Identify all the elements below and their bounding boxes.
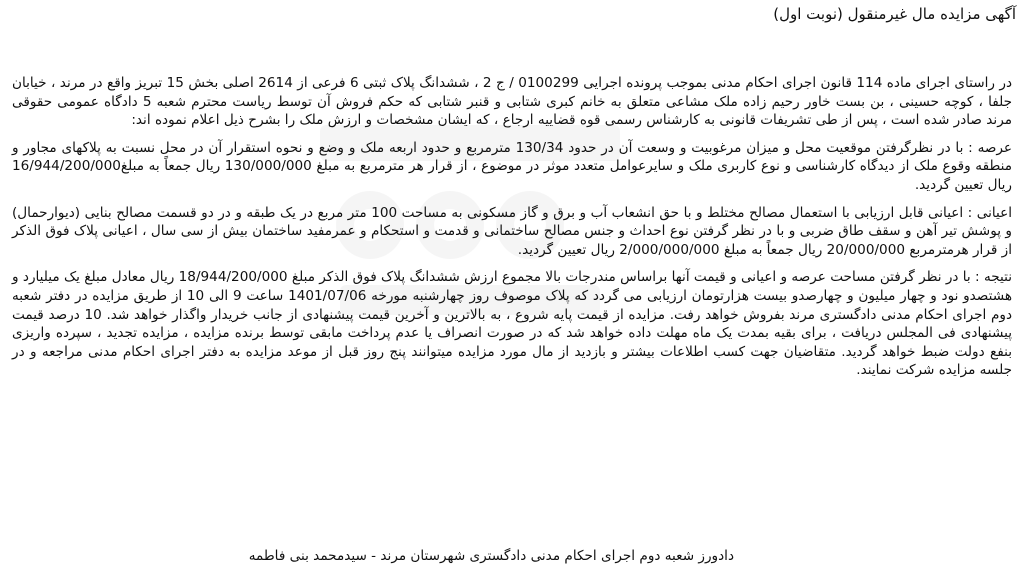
- result-paragraph: نتیجه : با در نظر گرفتن مساحت عرصه و اعیانی و قیمت آنها براساس مندرجات بالا مجموع ارزش ششدانگ پلاک فوق الذکر مبلغ 18/944/200/000 ریال معادل مبلغ یک میلیارد و هشتصدو نود و چهار میلیون و چهارصدو بیست هزارتومان ارزیابی می گردد که پلاک موصوف روز چهارشنبه مورخه 1401/07/06 ساعت 9 الی 10 از طریق مزایده در دفتر شعبه دوم اجرای احکام مدنی دادگستری مرند بفروش خواهد رفت. مزایده از قیمت پایه شروع ، به بالاترین و آخرین قیمت پیشنهادی از جانب خریدار واگذار خواهد شد. 10 درصد قیمت پیشنهادی فی المجلس دریافت ، برای بقیه بمدت یک ماه مهلت داده خواهد شد که در صورت انصراف یا عدم پرداخت مابقی توسط برنده مزایده ، مزایده تجدید ، سپرده واریزی بنفع دولت ضبط خواهد گردید. متقاضیان جهت کسب اطلاعات بیشتر و بازدید از مال مورد مزایده میتوانند پنج روز قبل از موعد مزایده به دفتر اجرای احکام مدنی مراجعه و در جلسه مزایده شرکت نمایند.: [12, 269, 1012, 379]
- notice-title: آگهی مزایده مال غیرمنقول (نوبت اول): [773, 5, 1016, 23]
- ayani-paragraph: اعیانی : اعیانی قابل ارزیابی با استعمال مصالح مختلط و با حق انشعاب آب و برق و گاز مسکونی به مساحت 100 متر مربع در یک طبقه و در دو قسمت مصالح بنایی (دیوارحمال) و پوشش تیر آهن و سقف طاق ضربی و با در نظر گرفتن نوع احداث و جنس مصالح ساختمانی و قدمت و استحکام و عمرمفید ساختمان بیش از سی سال ، اعیانی پلاک فوق الذکر از قرار هرمترمربع 20/000/000 ریال جمعاً به مبلغ 2/000/000/000 ریال تعیین گردید.: [12, 204, 1012, 258]
- intro-paragraph: در راستای اجرای ماده 114 قانون اجرای احکام مدنی بموجب پرونده اجرایی 0100299 / ج 2 ، ششدانگ پلاک ثبتی 6 فرعی از 2614 اصلی بخش 15 تبریز واقع در مرند ، خیابان جلفا ، کوچه حسینی ، بن بست خاور رحیم زاده ملک مشاعی متعلق به خانم کبری شتابی و قنبر شتابی که حکم فروش آن توسط ریاست محترم شعبه 5 دادگاه عمومی حقوقی مرند صادر شده است ، پس از طی تشریفات قانونی به کارشناس رسمی قوه قضاییه ارجاع ، که ایشان مشخصات و ارزش ملک را بشرح ذیل اعلام نموده اند:: [12, 75, 1012, 129]
- notice-body: [12, 74, 1012, 389]
- signature-line: دادورز شعبه دوم اجرای احکام مدنی دادگستری شهرستان مرند - سیدمحمد بنی فاطمه: [248, 548, 734, 564]
- arseh-paragraph: عرصه : با در نظرگرفتن موقعیت محل و میزان مرغوبیت و وسعت آن در حدود 130/34 مترمربع و حدود اربعه ملک و وضع و نحوه استقرار آن در محل نسبت به پلاکهای مجاور و منطقه وقوع ملک از دیدگاه کارشناسی و نوع کاربری ملک و سایرعوامل متعدد موثر در موضوع ، از قرار هر مترمربع به مبلغ 130/000/000 ریال جمعاً به مبلغ16/944/200/000 ریال تعیین گردید.: [12, 139, 1013, 193]
